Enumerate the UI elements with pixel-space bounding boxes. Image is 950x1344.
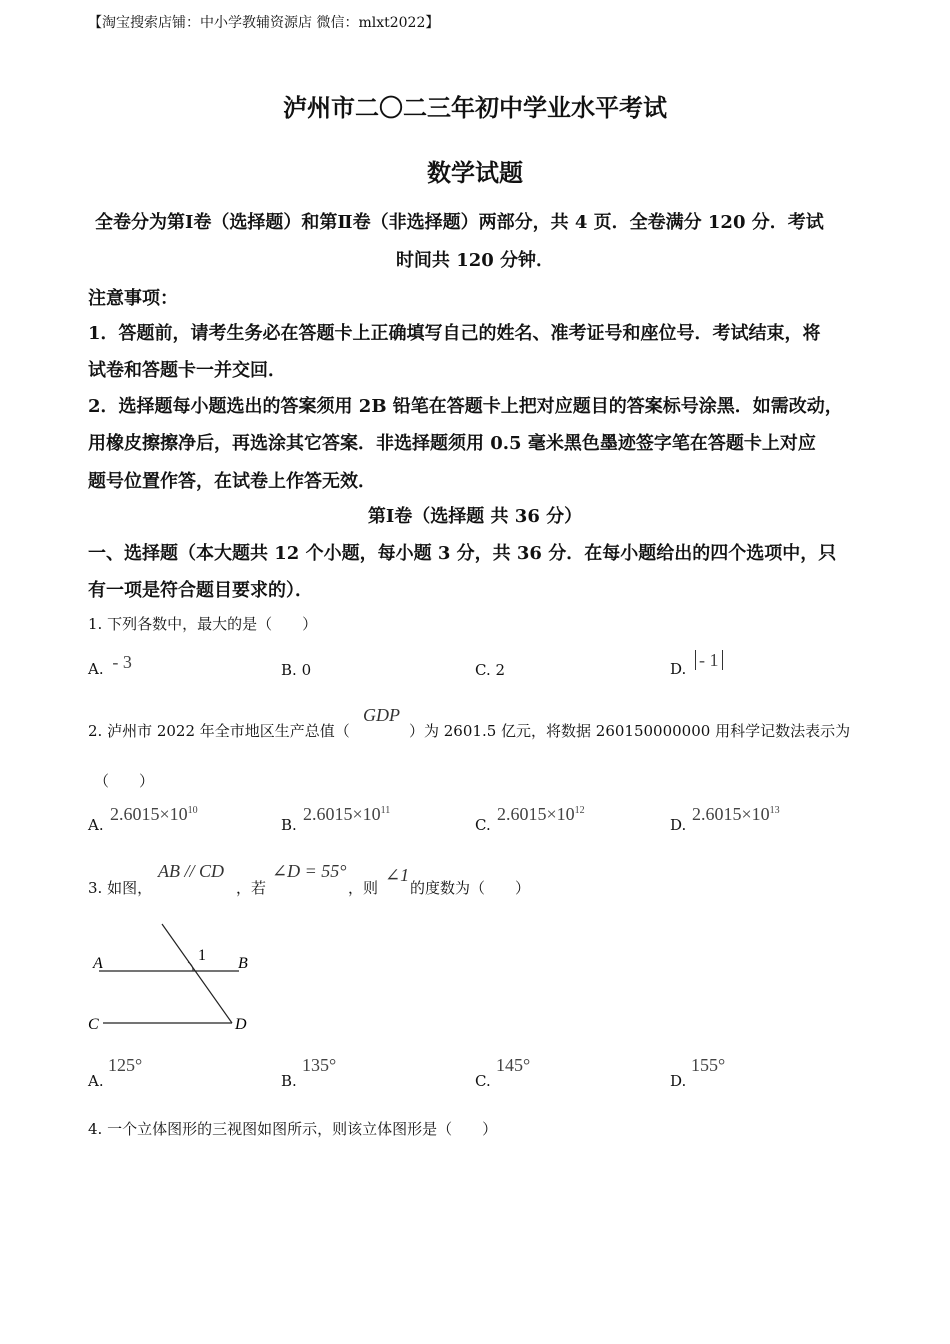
q2-option-b-label: B. [281, 816, 297, 834]
q1-option-a-value: - 3 [112, 652, 132, 672]
header-note: 【淘宝搜索店铺：中小学教辅资源店 微信：mlxt2022】 [88, 15, 440, 31]
q3-option-b-value: 135° [302, 1055, 337, 1075]
section-1-line-2: 有一项是符合题目要求的）． [88, 580, 313, 601]
label-angle-1: 1 [198, 947, 206, 964]
q1-stem: 1. 下列各数中，最大的是（ ） [88, 615, 318, 633]
q2-gdp: GDP [363, 705, 400, 725]
label-b: B [238, 955, 248, 972]
q4-stem: 4. 一个立体图形的三视图如图所示，则该立体图形是（ ） [88, 1120, 498, 1138]
q2-stem-after: ）为 2601.5 亿元，将数据 260150000000 用科学记数法表示为 [409, 722, 851, 740]
q3-option-d-label: D. [670, 1072, 687, 1090]
q1-option-a [88, 652, 132, 679]
q2-stem-before: 2. 泸州市 2022 年全市地区生产总值（ [88, 722, 350, 740]
intro-line-2: 时间共 120 分钟． [395, 250, 555, 271]
notice-2-line-1: 2．选择题每小题选出的答案须用 2B 铅笔在答题卡上把对应题目的答案标号涂黑．如需改动， [88, 396, 843, 417]
q1-option-d-label: D. [670, 660, 687, 678]
q2-option-b-exp: 11 [380, 805, 391, 816]
notice-2-line-3: 题号位置作答，在试卷上作答无效． [88, 471, 376, 492]
q3-stem-d: 的度数为（ ） [410, 879, 531, 897]
label-d: D [235, 1016, 247, 1033]
q2-option-d-exp: 13 [769, 805, 780, 816]
q1-option-d [670, 650, 723, 679]
angle-1-arc [188, 962, 193, 971]
q2-option-d-mantissa: 2.6015×10 [692, 804, 770, 824]
q1-option-c-label: C. [475, 661, 491, 679]
q3-math-angle1: ∠1 [385, 865, 410, 885]
q3-math-parallel: AB // CD [158, 861, 224, 881]
q2-option-d [670, 816, 686, 834]
q3-option-b-label: B. [281, 1072, 297, 1090]
q3-stem-b: ，若 [236, 879, 267, 897]
q3-stem-a: 3. 如图， [88, 879, 153, 897]
q1-option-a-label: A. [88, 660, 104, 678]
q2-option-a-exp: 10 [187, 805, 198, 816]
q1-option-c [475, 661, 505, 679]
q2-option-b [281, 816, 297, 834]
q1-option-b-label: B. [281, 661, 297, 679]
q3-stem-c: ，则 [348, 879, 379, 897]
q2-option-c-value [497, 804, 585, 825]
notice-2-line-2: 用橡皮擦擦净后，再选涂其它答案．非选择题须用 0.5 毫米黑色墨迹签字笔在答题卡上对应 [88, 433, 816, 454]
q2-option-d-value [692, 804, 780, 825]
q2-option-a-value [110, 804, 198, 825]
part-1-title: 第Ⅰ卷（选择题 共 36 分） [367, 506, 583, 527]
notice-1-line-1: 1．答题前，请考生务必在答题卡上正确填写自己的姓名、准考证号和座位号．考试结束，将 [88, 323, 821, 344]
q2-option-a-label: A. [88, 816, 104, 834]
exam-subtitle: 数学试题 [427, 158, 523, 187]
label-c: C [88, 1016, 99, 1033]
q1-option-b [281, 661, 311, 679]
q1-option-b-value: 0 [301, 661, 312, 679]
q3-option-c-value: 145° [496, 1055, 531, 1075]
q2-option-a-mantissa: 2.6015×10 [110, 804, 188, 824]
q2-option-c-mantissa: 2.6015×10 [497, 804, 575, 824]
q3-option-c-label: C. [475, 1072, 491, 1090]
q3-figure [85, 918, 265, 1038]
q2-option-c [475, 816, 491, 834]
q1-option-c-value: 2 [495, 661, 506, 679]
label-a: A [93, 955, 103, 972]
notice-title: 注意事项： [88, 288, 178, 309]
q3-option-a-value: 125° [108, 1055, 143, 1075]
q1-option-d-value: - 1 [695, 650, 723, 670]
q3-option-d-value: 155° [691, 1055, 726, 1075]
q3-math-angle: ∠D = 55° [272, 861, 347, 881]
q2-option-a [88, 816, 104, 834]
q2-option-b-value [303, 804, 390, 825]
q2-option-b-mantissa: 2.6015×10 [303, 804, 381, 824]
q3-option-a-label: A. [88, 1072, 104, 1090]
notice-1-line-2: 试卷和答题卡一并交回． [88, 360, 286, 381]
transversal [162, 924, 232, 1023]
q2-option-c-label: C. [475, 816, 491, 834]
exam-title: 泸州市二〇二三年初中学业水平考试 [283, 93, 667, 122]
section-1-line-1: 一、选择题（本大题共 12 个小题，每小题 3 分，共 36 分．在每小题给出的四个选项中，只 [88, 543, 837, 564]
q2-stem-line-2: （ ） [94, 772, 155, 790]
intro-line-1: 全卷分为第Ⅰ卷（选择题）和第Ⅱ卷（非选择题）两部分，共 4 页．全卷满分 120 分．考试 [95, 212, 824, 233]
q2-option-c-exp: 12 [574, 805, 585, 816]
q2-option-d-label: D. [670, 816, 687, 834]
